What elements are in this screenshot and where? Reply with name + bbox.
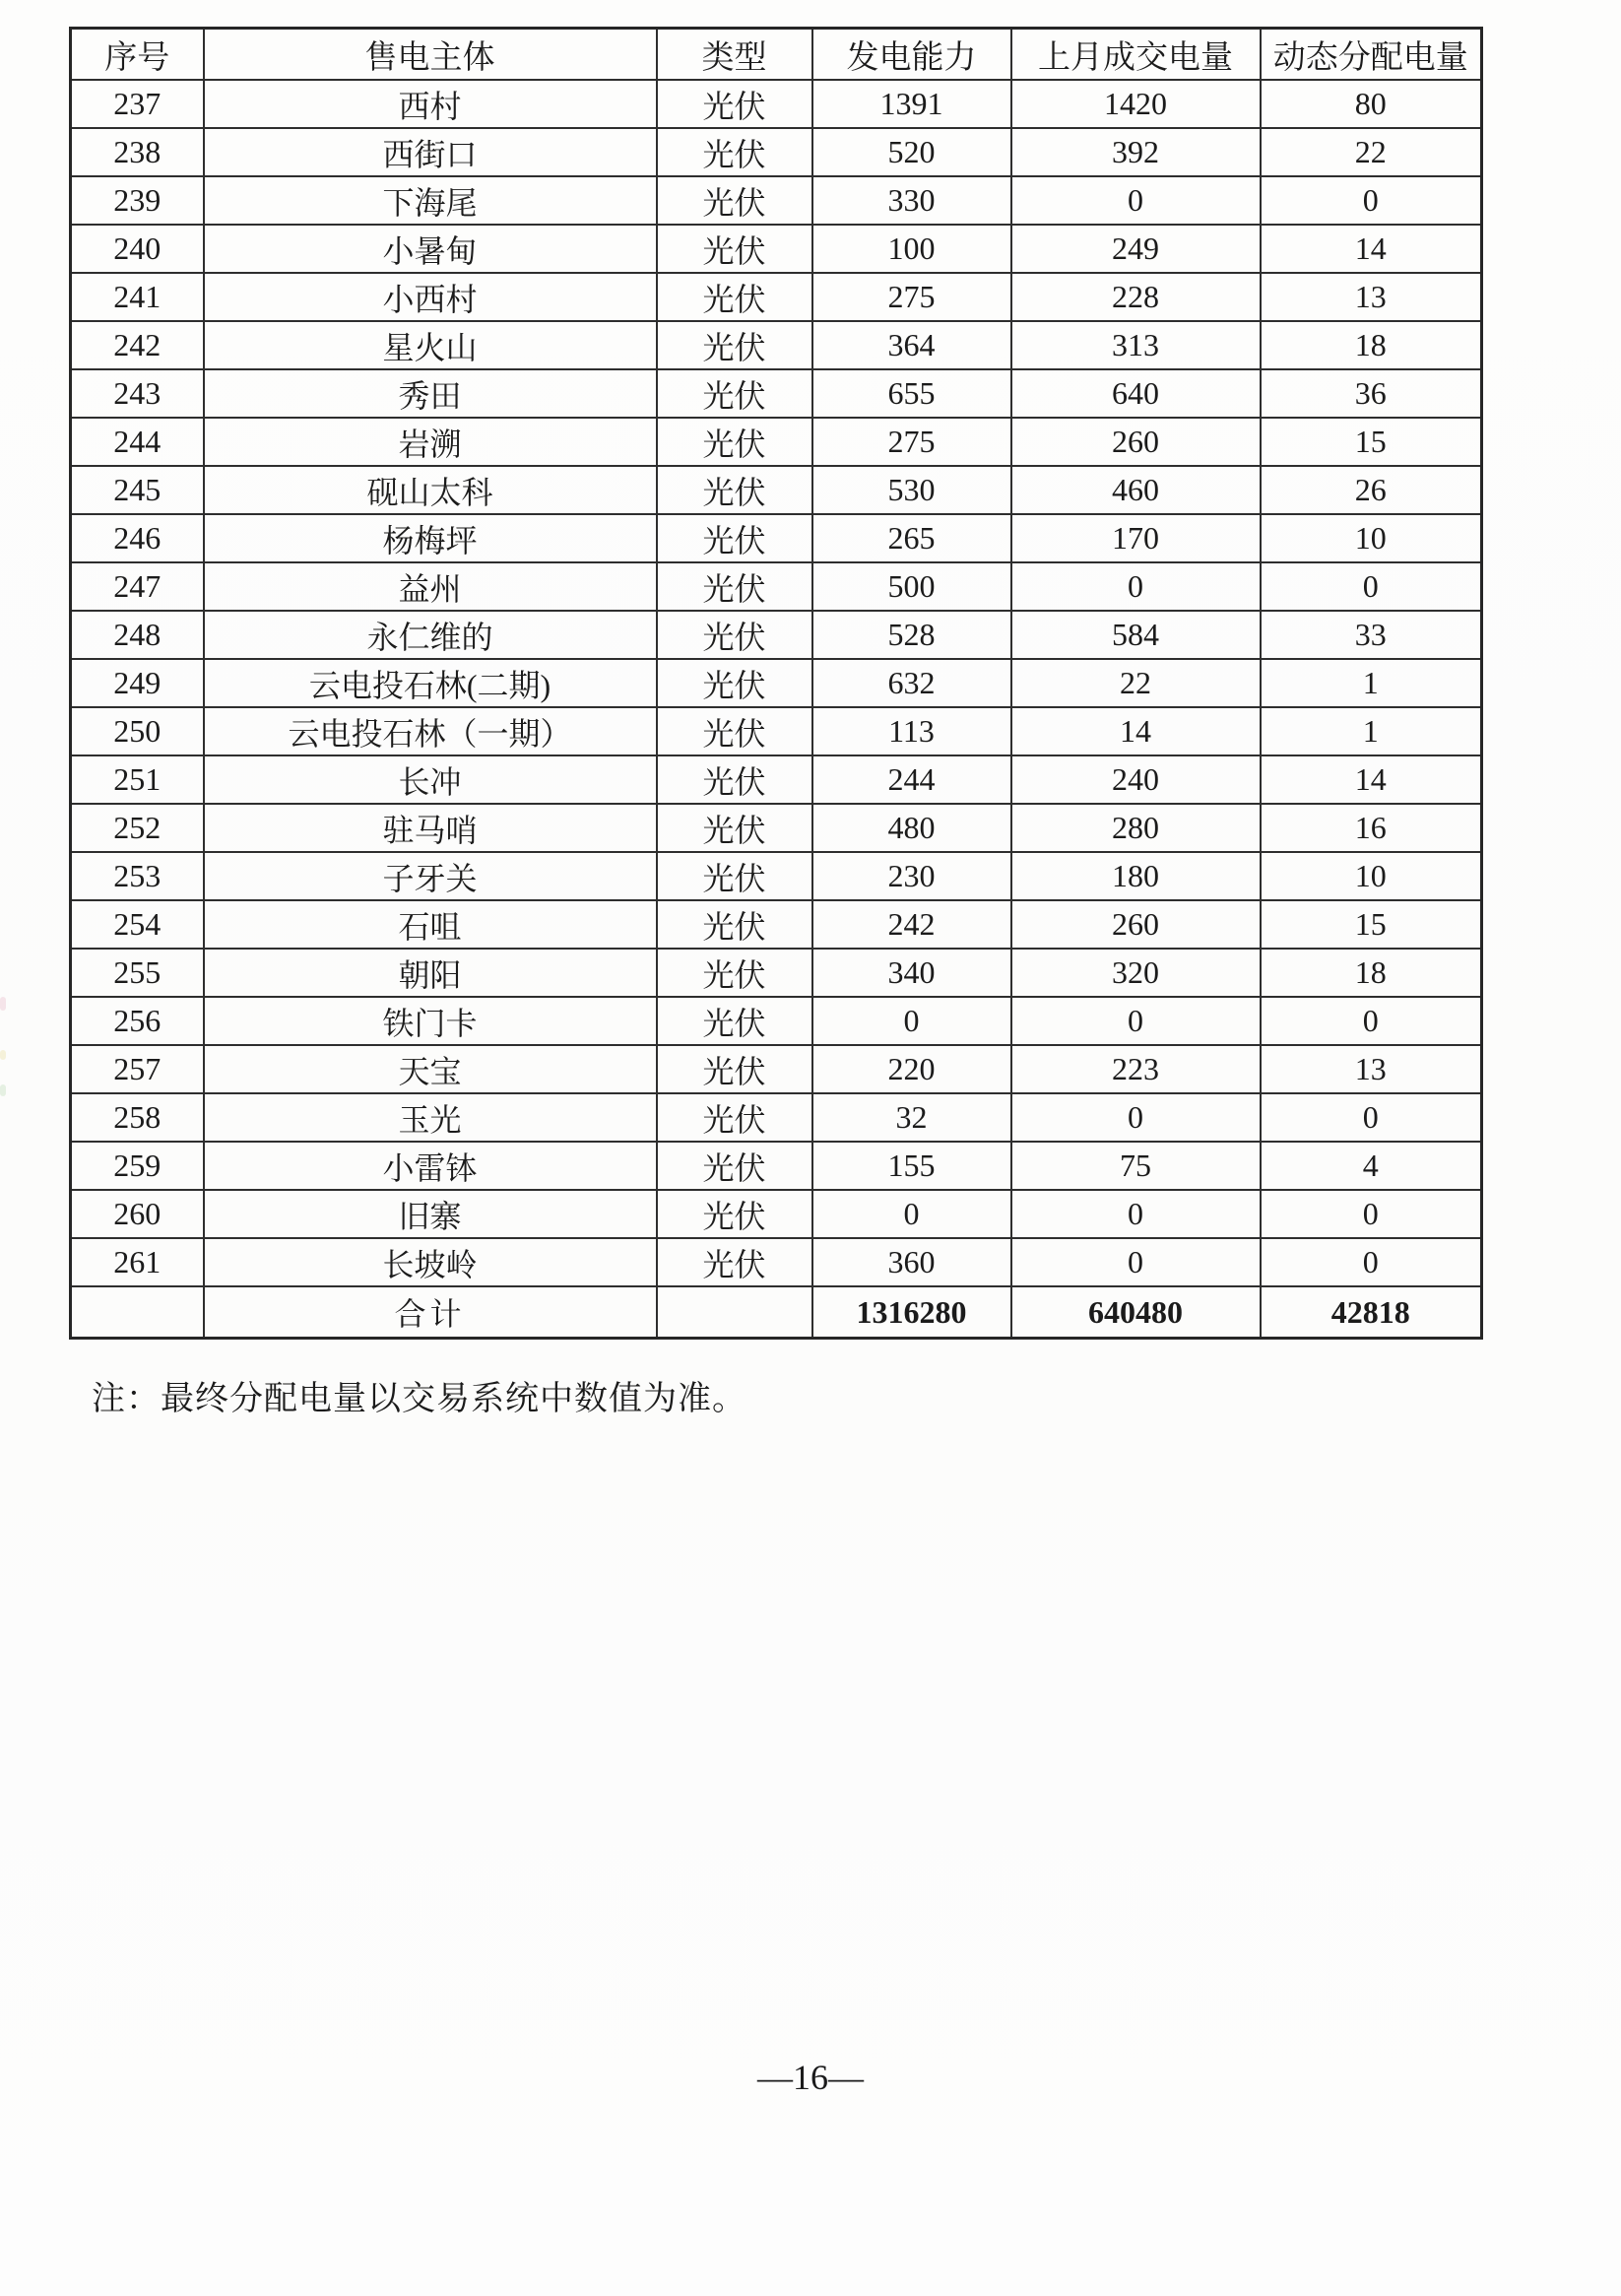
header-index: 序号 — [71, 29, 204, 81]
table-row — [71, 1142, 1482, 1190]
cell-entity: 子牙关 — [204, 852, 657, 900]
cell-index: 239 — [71, 176, 204, 225]
cell-capacity: 655 — [812, 369, 1011, 418]
cell-dynamic: 15 — [1261, 418, 1482, 466]
cell-last-month: 0 — [1011, 1093, 1261, 1142]
cell-entity: 砚山太科 — [204, 466, 657, 514]
cell-capacity: 360 — [812, 1238, 1011, 1286]
cell-type: 光伏 — [657, 611, 812, 659]
cell-type: 光伏 — [657, 321, 812, 369]
table-row — [71, 611, 1482, 659]
cell-last-month: 0 — [1011, 1238, 1261, 1286]
cell-capacity: 364 — [812, 321, 1011, 369]
cell-type: 光伏 — [657, 900, 812, 949]
table-row — [71, 997, 1482, 1045]
cell-type: 光伏 — [657, 1142, 812, 1190]
cell-last-month: 0 — [1011, 997, 1261, 1045]
cell-last-month: 22 — [1011, 659, 1261, 707]
cell-capacity: 230 — [812, 852, 1011, 900]
table-row — [71, 176, 1482, 225]
cell-type: 光伏 — [657, 852, 812, 900]
table-row — [71, 804, 1482, 852]
cell-capacity: 242 — [812, 900, 1011, 949]
table-row — [71, 418, 1482, 466]
cell-last-month: 249 — [1011, 225, 1261, 273]
cell-type: 光伏 — [657, 514, 812, 562]
cell-entity: 驻马哨 — [204, 804, 657, 852]
cell-index: 240 — [71, 225, 204, 273]
table-row — [71, 1045, 1482, 1093]
total-row — [71, 1286, 1482, 1339]
table-row — [71, 225, 1482, 273]
cell-index: 243 — [71, 369, 204, 418]
cell-entity: 云电投石林（一期） — [204, 707, 657, 755]
table-row — [71, 1093, 1482, 1142]
cell-capacity: 520 — [812, 128, 1011, 176]
header-row — [71, 29, 1482, 81]
cell-last-month: 0 — [1011, 562, 1261, 611]
cell-entity: 下海尾 — [204, 176, 657, 225]
page-number: —16— — [757, 2058, 864, 2097]
cell-index: 261 — [71, 1238, 204, 1286]
cell-last-month: 280 — [1011, 804, 1261, 852]
header-capacity: 发电能力 — [812, 29, 1011, 81]
cell-dynamic: 33 — [1261, 611, 1482, 659]
cell-last-month: 392 — [1011, 128, 1261, 176]
cell-capacity: 480 — [812, 804, 1011, 852]
table-header — [71, 29, 1482, 81]
cell-dynamic: 18 — [1261, 949, 1482, 997]
cell-dynamic: 80 — [1261, 80, 1482, 128]
cell-dynamic: 36 — [1261, 369, 1482, 418]
cell-dynamic: 22 — [1261, 128, 1482, 176]
cell-last-month: 228 — [1011, 273, 1261, 321]
table-row — [71, 755, 1482, 804]
table-row — [71, 514, 1482, 562]
cell-entity: 长冲 — [204, 755, 657, 804]
cell-capacity: 528 — [812, 611, 1011, 659]
total-cell-dynamic: 42818 — [1261, 1286, 1482, 1339]
cell-type: 光伏 — [657, 949, 812, 997]
cell-capacity: 1391 — [812, 80, 1011, 128]
cell-entity: 星火山 — [204, 321, 657, 369]
cell-entity: 玉光 — [204, 1093, 657, 1142]
cell-type: 光伏 — [657, 466, 812, 514]
cell-capacity: 0 — [812, 997, 1011, 1045]
cell-type: 光伏 — [657, 80, 812, 128]
cell-last-month: 640 — [1011, 369, 1261, 418]
cell-dynamic: 0 — [1261, 1238, 1482, 1286]
table-row — [71, 562, 1482, 611]
cell-dynamic: 10 — [1261, 514, 1482, 562]
cell-capacity: 113 — [812, 707, 1011, 755]
cell-entity: 秀田 — [204, 369, 657, 418]
cell-entity: 小西村 — [204, 273, 657, 321]
cell-entity: 小暑甸 — [204, 225, 657, 273]
cell-dynamic: 0 — [1261, 1190, 1482, 1238]
scan-artifact — [0, 997, 6, 1011]
cell-entity: 小雷钵 — [204, 1142, 657, 1190]
cell-dynamic: 15 — [1261, 900, 1482, 949]
cell-index: 250 — [71, 707, 204, 755]
cell-type: 光伏 — [657, 804, 812, 852]
cell-dynamic: 14 — [1261, 225, 1482, 273]
cell-dynamic: 16 — [1261, 804, 1482, 852]
cell-last-month: 0 — [1011, 176, 1261, 225]
cell-index: 254 — [71, 900, 204, 949]
table-row — [71, 659, 1482, 707]
cell-index: 246 — [71, 514, 204, 562]
cell-dynamic: 13 — [1261, 273, 1482, 321]
cell-dynamic: 26 — [1261, 466, 1482, 514]
cell-index: 255 — [71, 949, 204, 997]
cell-dynamic: 0 — [1261, 997, 1482, 1045]
table-row — [71, 900, 1482, 949]
cell-capacity: 0 — [812, 1190, 1011, 1238]
cell-dynamic: 1 — [1261, 659, 1482, 707]
cell-entity: 旧寨 — [204, 1190, 657, 1238]
table-row — [71, 1238, 1482, 1286]
cell-last-month: 460 — [1011, 466, 1261, 514]
cell-capacity: 100 — [812, 225, 1011, 273]
cell-entity: 朝阳 — [204, 949, 657, 997]
cell-type: 光伏 — [657, 369, 812, 418]
total-cell-index — [71, 1286, 204, 1339]
table-row — [71, 852, 1482, 900]
power-allocation-table — [69, 27, 1483, 1340]
cell-type: 光伏 — [657, 1190, 812, 1238]
cell-entity: 长坡岭 — [204, 1238, 657, 1286]
table-row — [71, 1190, 1482, 1238]
cell-index: 247 — [71, 562, 204, 611]
cell-entity: 天宝 — [204, 1045, 657, 1093]
scan-artifact — [0, 1084, 6, 1096]
header-type: 类型 — [657, 29, 812, 81]
header-entity: 售电主体 — [204, 29, 657, 81]
cell-capacity: 340 — [812, 949, 1011, 997]
cell-capacity: 220 — [812, 1045, 1011, 1093]
cell-last-month: 75 — [1011, 1142, 1261, 1190]
cell-type: 光伏 — [657, 1045, 812, 1093]
cell-index: 257 — [71, 1045, 204, 1093]
cell-last-month: 313 — [1011, 321, 1261, 369]
scan-artifact — [0, 1050, 6, 1060]
cell-index: 244 — [71, 418, 204, 466]
cell-index: 253 — [71, 852, 204, 900]
total-cell-label: 合计 — [204, 1286, 657, 1339]
cell-type: 光伏 — [657, 659, 812, 707]
cell-dynamic: 10 — [1261, 852, 1482, 900]
cell-entity: 铁门卡 — [204, 997, 657, 1045]
cell-type: 光伏 — [657, 273, 812, 321]
cell-index: 256 — [71, 997, 204, 1045]
table-row — [71, 949, 1482, 997]
table-body — [71, 80, 1482, 1286]
cell-type: 光伏 — [657, 418, 812, 466]
cell-entity: 永仁维的 — [204, 611, 657, 659]
cell-index: 260 — [71, 1190, 204, 1238]
cell-type: 光伏 — [657, 128, 812, 176]
cell-last-month: 240 — [1011, 755, 1261, 804]
cell-index: 249 — [71, 659, 204, 707]
cell-index: 248 — [71, 611, 204, 659]
cell-entity: 西村 — [204, 80, 657, 128]
total-cell-last-month: 640480 — [1011, 1286, 1261, 1339]
table-row — [71, 273, 1482, 321]
cell-capacity: 155 — [812, 1142, 1011, 1190]
cell-capacity: 244 — [812, 755, 1011, 804]
cell-last-month: 170 — [1011, 514, 1261, 562]
cell-last-month: 180 — [1011, 852, 1261, 900]
cell-entity: 西街口 — [204, 128, 657, 176]
cell-type: 光伏 — [657, 1093, 812, 1142]
cell-capacity: 32 — [812, 1093, 1011, 1142]
cell-last-month: 0 — [1011, 1190, 1261, 1238]
cell-last-month: 223 — [1011, 1045, 1261, 1093]
table-row — [71, 321, 1482, 369]
cell-entity: 杨梅坪 — [204, 514, 657, 562]
cell-dynamic: 1 — [1261, 707, 1482, 755]
cell-capacity: 632 — [812, 659, 1011, 707]
cell-entity: 岩溯 — [204, 418, 657, 466]
table-row — [71, 80, 1482, 128]
cell-dynamic: 4 — [1261, 1142, 1482, 1190]
cell-last-month: 584 — [1011, 611, 1261, 659]
cell-index: 252 — [71, 804, 204, 852]
cell-last-month: 1420 — [1011, 80, 1261, 128]
header-last-month: 上月成交电量 — [1011, 29, 1261, 81]
table-row — [71, 707, 1482, 755]
cell-last-month: 260 — [1011, 418, 1261, 466]
total-cell-type — [657, 1286, 812, 1339]
cell-capacity: 265 — [812, 514, 1011, 562]
cell-capacity: 275 — [812, 418, 1011, 466]
cell-type: 光伏 — [657, 755, 812, 804]
cell-type: 光伏 — [657, 176, 812, 225]
total-cell-capacity: 1316280 — [812, 1286, 1011, 1339]
cell-type: 光伏 — [657, 707, 812, 755]
cell-last-month: 260 — [1011, 900, 1261, 949]
cell-index: 238 — [71, 128, 204, 176]
cell-type: 光伏 — [657, 562, 812, 611]
cell-type: 光伏 — [657, 225, 812, 273]
cell-entity: 云电投石林(二期) — [204, 659, 657, 707]
cell-capacity: 530 — [812, 466, 1011, 514]
cell-capacity: 275 — [812, 273, 1011, 321]
cell-entity: 石咀 — [204, 900, 657, 949]
table-row — [71, 128, 1482, 176]
cell-last-month: 14 — [1011, 707, 1261, 755]
table-row — [71, 369, 1482, 418]
cell-dynamic: 0 — [1261, 176, 1482, 225]
table-row — [71, 466, 1482, 514]
cell-index: 251 — [71, 755, 204, 804]
cell-dynamic: 0 — [1261, 562, 1482, 611]
cell-entity: 益州 — [204, 562, 657, 611]
cell-type: 光伏 — [657, 997, 812, 1045]
cell-capacity: 330 — [812, 176, 1011, 225]
cell-type: 光伏 — [657, 1238, 812, 1286]
cell-index: 245 — [71, 466, 204, 514]
cell-index: 241 — [71, 273, 204, 321]
cell-index: 242 — [71, 321, 204, 369]
cell-dynamic: 13 — [1261, 1045, 1482, 1093]
header-dynamic: 动态分配电量 — [1261, 29, 1482, 81]
table-footer — [71, 1286, 1482, 1339]
cell-index: 259 — [71, 1142, 204, 1190]
cell-index: 258 — [71, 1093, 204, 1142]
cell-capacity: 500 — [812, 562, 1011, 611]
cell-index: 237 — [71, 80, 204, 128]
cell-last-month: 320 — [1011, 949, 1261, 997]
cell-dynamic: 0 — [1261, 1093, 1482, 1142]
cell-dynamic: 14 — [1261, 755, 1482, 804]
cell-dynamic: 18 — [1261, 321, 1482, 369]
footnote: 注：最终分配电量以交易系统中数值为准。 — [92, 1381, 746, 1417]
